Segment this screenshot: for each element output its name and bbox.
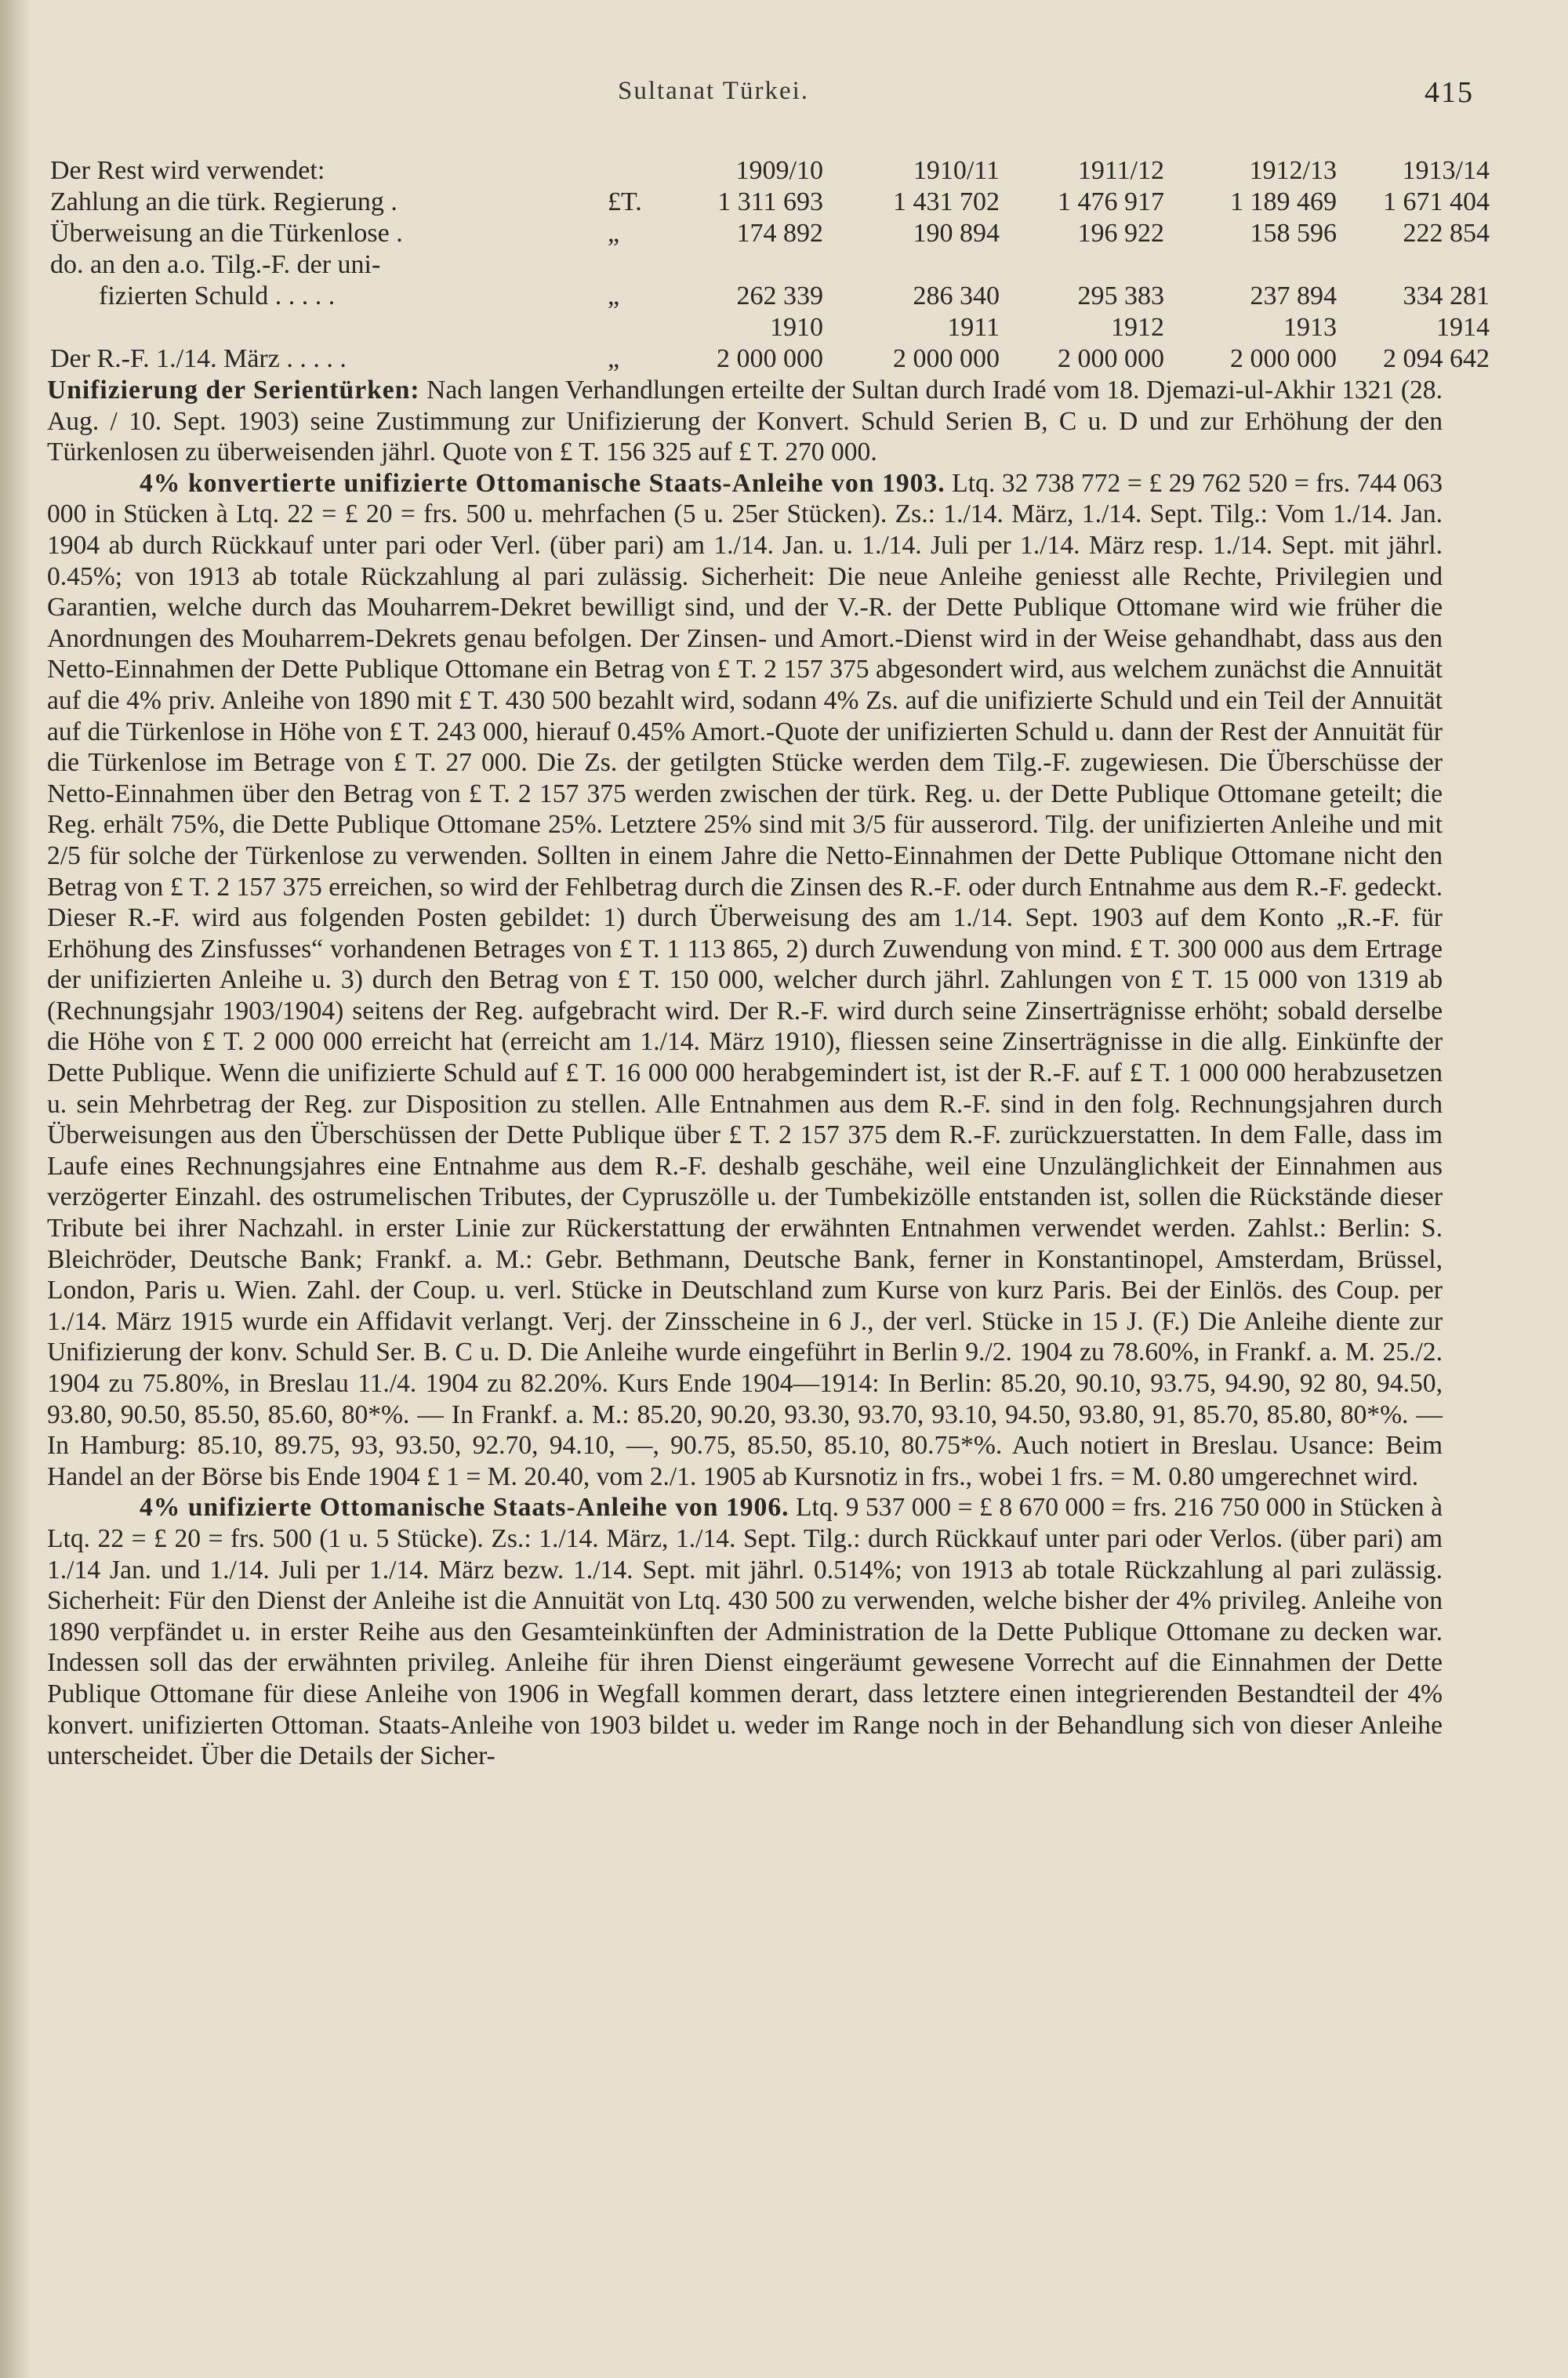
body-text — [47, 375, 1443, 1772]
table-cell: 1 476 917 — [1058, 187, 1164, 216]
table-cell: 2 000 000 — [717, 344, 823, 373]
page-binding-edge — [0, 0, 31, 2378]
row-label: Überweisung an die Türkenlose . — [50, 219, 403, 248]
table-cell: 190 894 — [913, 219, 1000, 248]
table-cell: 1913 — [1283, 313, 1337, 342]
table-cell: 2 000 000 — [893, 344, 1000, 373]
table-row — [47, 249, 1490, 281]
table-row — [47, 218, 1490, 249]
section-heading: 4% konvertierte unifizierte Ottomanische Staats-Anleihe von 1903. — [140, 468, 946, 498]
table-cell: 1910 — [770, 313, 823, 342]
table-row — [47, 343, 1490, 375]
table-cell: 1911/12 — [1077, 156, 1164, 185]
table-row — [47, 155, 1490, 187]
row-label: fizierten Schuld . . . . . — [99, 281, 336, 310]
row-label: Der Rest wird verwendet: — [50, 156, 325, 185]
table-cell: 1 189 469 — [1230, 187, 1337, 216]
table-cell: 2 000 000 — [1230, 344, 1337, 373]
table-cell: 262 339 — [736, 281, 823, 310]
section-serientuerken — [47, 375, 1443, 468]
table-row — [47, 281, 1490, 312]
section-anleihe-1903 — [47, 468, 1443, 1493]
table-cell: 2 000 000 — [1058, 344, 1164, 373]
table-cell: 1 311 693 — [717, 187, 823, 216]
row-label: Zahlung an die türk. Regierung . — [50, 187, 397, 216]
page-number: 415 — [1425, 76, 1474, 109]
table-cell: 1911 — [947, 313, 1000, 342]
table-row — [47, 187, 1490, 218]
section-text: Ltq. 9 537 000 = £ 8 670 000 = frs. 216 750 000 in Stücken à Ltq. 22 = £ 20 = frs. 500 (1 u. 5 Stücke). Zs.: 1./14. März, 1./14. Sept. Tilg.: durch Rückkauf unter pari oder Verlos. (über pari) am 1./14 Jan. und 1./14. Juli per 1./14. März bezw. 1./14. Sept. mit jährl. 0.514%; von 1913 ab totale Rückzahlung al pari zulässig. Sicherheit: Für den Dienst der Anleihe ist die Annuität von Ltq. 430 500 zu verwenden, welche bisher der 4% privileg. Anleihe von 1890 verpfändet u. in erster Reihe aus den Gesamteinkünften der Administration de la Dette Publique Ottomane zu decken war. Indessen soll das der erwähnten privileg. Anleihe für ihren Dienst eingeräumt gewesene Vorrecht auf die Einnahmen der Dette Publique Ottomane für diese Anleihe von 1906 in Wegfall kommen derart, dass letztere einen integrierenden Bestandteil der 4% konvert. unifizierten Ottoman. Staats-Anleihe von 1903 bildet u. weder im Range noch in der Behandlung sich von dieser Anleihe unterscheidet. Über die Details der Sicher- — [47, 1493, 1443, 1771]
table-cell: 1 671 404 — [1383, 187, 1490, 216]
table-cell: 174 892 — [736, 219, 823, 248]
section-heading: 4% unifizierte Ottomanische Staats-Anleihe von 1906. — [140, 1493, 789, 1523]
table-row — [47, 312, 1490, 343]
section-anleihe-1906 — [47, 1492, 1443, 1771]
section-heading: Unifizierung der Serientürken: — [47, 376, 420, 405]
table-cell: 286 340 — [913, 281, 1000, 310]
row-unit: „ — [608, 344, 620, 373]
row-unit: £T. — [608, 187, 642, 216]
table-cell: 158 596 — [1250, 219, 1337, 248]
section-text: Nach langen Verhandlungen erteilte der Sultan durch Iradé vom 18. Djemazi-ul-Akhir 1321 (28. Aug. / 10. Sept. 1903) seine Zustimmung zur Unifizierung der Konvert. Schuld Serien B, C u. D und zur Erhöhung der den Türkenlosen zu überweisenden jährl. Quote von £ T. 156 325 auf £ T. 270 000. — [47, 376, 1443, 467]
table-cell: 1910/11 — [913, 156, 1000, 185]
table-cell: 237 894 — [1250, 281, 1337, 310]
section-text: Ltq. 32 738 772 = £ 29 762 520 = frs. 744 063 000 in Stücken à Ltq. 22 = £ 20 = frs. 500 u. mehrfachen (5 u. 25er Stücken). Zs.: 1./14. März, 1./14. Sept. Tilg.: Vom 1./14. Jan. 1904 ab durch Rückkauf unter pari oder Verl. (über pari) am 1./14. Jan. u. 1./14. Juli per 1./14. März resp. 1./14. Sept. mit jährl. 0.45%; von 1913 ab totale Rückzahlung al pari zulässig. Sicherheit: Die neue Anleihe geniesst alle Rechte, Privilegien und Garantien, welche durch das Mouharrem-Dekret bewilligt sind, und der V.-R. der Dette Publique Ottomane wird wie früher die Anordnungen des Mouharrem-Dekrets genau befolgen. Der Zinsen- und Amort.-Dienst wird in der Weise gehandhabt, dass aus den Netto-Einnahmen der Dette Publique Ottomane ein Betrag von £ T. 2 157 375 abgesondert wird, aus welchem zunächst die Annuität auf die 4% priv. Anleihe von 1890 mit £ T. 430 500 bezahlt wird, sodann 4% Zs. auf die unifizierte Schuld und ein Teil der Annuität auf die Türkenlose in Höhe von £ T. 243 000, hierauf 0.45% Amort.-Quote der unifizierten Schuld u. dann der Rest der Annuität für die Türkenlose im Betrage von £ T. 27 000. Die Zs. der getilgten Stücke werden dem Tilg.-F. zugewiesen. Die Überschüsse der Netto-Einnahmen über den Betrag von £ T. 2 157 375 werden zwischen der türk. Reg. u. der Dette Publique Ottomane geteilt; die Reg. erhält 75%, die Dette Publique Ottomane 25%. Letztere 25% sind mit 3/5 für ausserord. Tilg. der unifizierten Anleihe und mit 2/5 für solche der Türkenlose zu verwenden. Sollten in einem Jahre die Netto-Einnahmen der Dette Publique Ottomane nicht den Betrag von £ T. 2 157 375 erreichen, so wird der Fehlbetrag durch die Zinsen des R.-F. oder durch Entnahme aus dem R.-F. gedeckt. Dieser R.-F. wird aus folgenden Posten gebildet: 1) durch Überweisung des am 1./14. Sept. 1903 auf dem Konto „R.-F. für Erhöhung des Zinsfusses“ vorhandenen Betrages von £ T. 1 113 865, 2) durch Zuwendung von mind. £ T. 300 000 aus dem Ertrage der unifizierten Anleihe u. 3) durch den Betrag von £ T. 150 000, welcher durch jährl. Zahlungen von £ T. 15 000 von 1319 ab (Rechnungsjahr 1903/1904) seitens der Reg. aufgebracht wird. Der R.-F. wird durch seine Zinserträgnisse erhöht; sobald derselbe die Höhe von £ T. 2 000 000 erreicht hat (erreicht am 1./14. März 1910), fliessen seine Zinserträgnisse in die allg. Einkünfte der Dette Publique. Wenn die unifizierte Schuld auf £ T. 16 000 000 herabgemindert ist, ist der R.-F. auf £ T. 1 000 000 herabzusetzen u. sein Mehrbetrag der Reg. zur Disposition zu stellen. Alle Entnahmen aus dem R.-F. sind in den folg. Rechnungsjahren durch Überweisungen aus den Überschüssen der Dette Publique über £ T. 2 157 375 dem R.-F. zurückzuerstatten. In dem Falle, dass im Laufe eines Rechnungsjahres eine Entnahme aus dem R.-F. deshalb geschähe, weil eine Unzulänglichkeit der Einnahmen aus verzögerter Einzahl. des ostrumelischen Tributes, der Cypruszölle u. der Tumbekizölle entstanden ist, sollen die Rückstände dieser Tribute bei ihrer Nachzahl. in erster Linie zur Rückerstattung der erwähnten Entnahmen verwendet werden. Zahlst.: Berlin: S. Bleichröder, Deutsche Bank; Frankf. a. M.: Gebr. Bethmann, Deutsche Bank, ferner in Konstantinopel, Amsterdam, Brüssel, London, Paris u. Wien. Zahl. der Coup. u. verl. Stücke in Deutschland zum Kurse von kurz Paris. Bei der Einlös. des Coup. per 1./14. März 1915 wurde ein Affidavit verlangt. Verj. der Zinsscheine in 6 J., der verl. Stücke in 15 J. (F.) Die Anleihe diente zur Unifizierung der konv. Schuld Ser. B. C u. D. Die Anleihe wurde eingeführt in Berlin 9./2. 1904 zu 78.60%, in Frankf. a. M. 25./2. 1904 zu 75.80%, in Breslau 11./4. 1904 zu 82.20%. Kurs Ende 1904—1914: In Berlin: 85.20, 90.10, 93.75, 94.90, 92 80, 94.50, 93.80, 90.50, 85.50, 85.60, 80*%. — In Frankf. a. M.: 85.20, 90.20, 93.30, 93.70, 93.10, 94.50, 93.80, 91, 85.70, 85.80, 80*%. — In Hamburg: 85.10, 89.75, 93, 93.50, 92.70, 94.10, —, 90.75, 85.50, 85.10, 80.75*%. Auch notiert in Breslau. Usance: Beim Handel an der Börse bis Ende 1904 £ 1 = M. 20.40, vom 2./1. 1905 ab Kursnotiz in frs., wobei 1 frs. = M. 0.80 umgerechnet wird. — [47, 468, 1443, 1491]
table-cell: 1912 — [1111, 313, 1164, 342]
page-header — [47, 72, 1474, 119]
row-unit: „ — [608, 219, 620, 248]
table-cell: 295 383 — [1077, 281, 1164, 310]
table-cell: 2 094 642 — [1383, 344, 1490, 373]
table-cell: 1 431 702 — [893, 187, 1000, 216]
table-cell: 1909/10 — [735, 156, 823, 185]
row-label: do. an den a.o. Tilg.-F. der uni- — [50, 250, 381, 279]
table-cell: 222 854 — [1403, 219, 1490, 248]
allocation-table — [47, 155, 1490, 375]
table-cell: 334 281 — [1403, 281, 1490, 310]
table-cell: 1914 — [1436, 313, 1490, 342]
table-cell: 1913/14 — [1402, 156, 1490, 185]
row-label: Der R.-F. 1./14. März . . . . . — [50, 344, 347, 373]
table-cell: 1912/13 — [1249, 156, 1337, 185]
running-title: Sultanat Türkei. — [617, 77, 810, 105]
table-cell: 196 922 — [1077, 219, 1164, 248]
row-unit: „ — [608, 281, 620, 310]
